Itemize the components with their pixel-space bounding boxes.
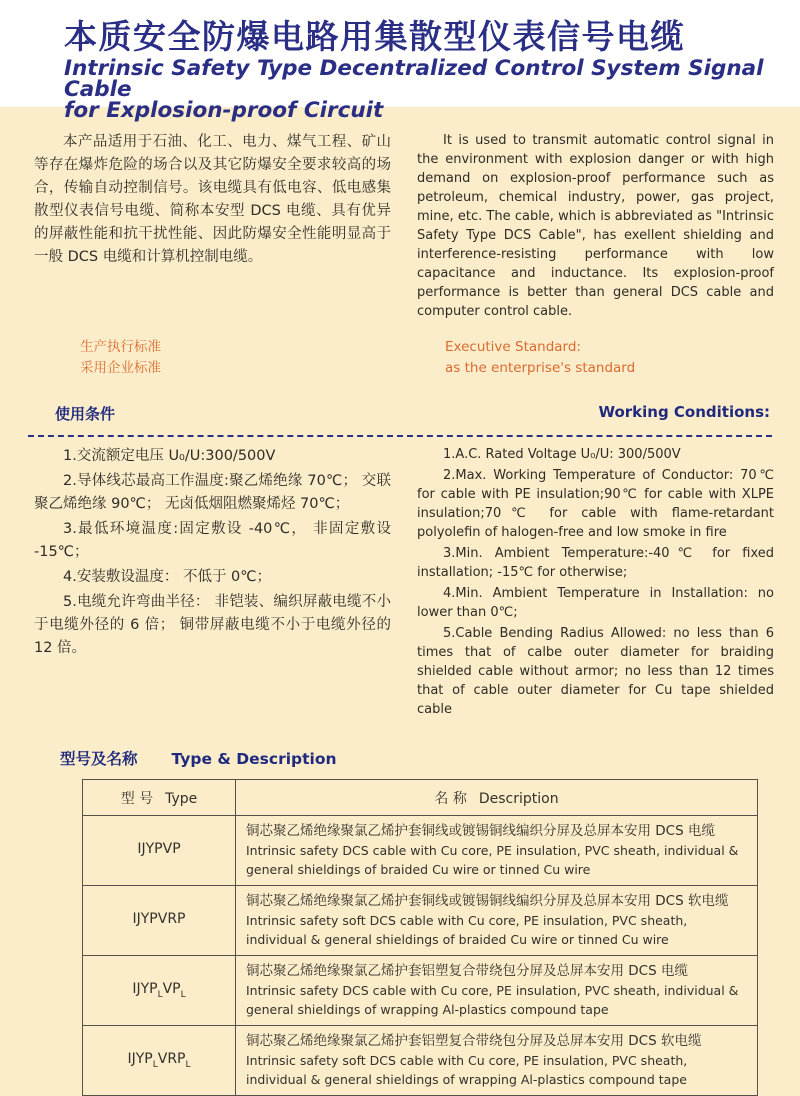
section-divider-dashed-rule: [28, 435, 772, 437]
type-column-header: 型 号 Type: [83, 780, 236, 816]
type-description: [236, 886, 758, 956]
type-description: [236, 956, 758, 1026]
type-description: [236, 1026, 758, 1096]
condition-item-zh: 1.交流额定电压 U₀/U:300/500V: [63, 448, 276, 464]
description-en: Intrinsic safety soft DCS cable with Cu core, PE insulation, PVC sheath, individual & general shieldings of braided Cu wire or tinned Cu wire: [246, 913, 688, 947]
description-zh: 铜芯聚乙烯绝缘聚氯乙烯护套铜线或镀锡铜线编织分屏及总屏本安用 DCS 电缆: [246, 823, 715, 839]
condition-item-en: 3.Min. Ambient Temperature:-40℃ for fixed installation; -15℃ for otherwise;: [417, 546, 774, 580]
description-zh: 铜芯聚乙烯绝缘聚氯乙烯护套铜线或镀锡铜线编织分屏及总屏本安用 DCS 软电缆: [246, 893, 729, 909]
conditions-heading-row: [0, 403, 800, 424]
table-row: [83, 816, 758, 886]
intro-paragraph-en: It is used to transmit automatic control signal in the environment with explosion danger or with high demand on explosion-proof performance such as petroleum, chemical industry, power, gas project, mine, etc. The cable, which is abbreviated as "Intrinsic Safety Type DCS Cable", has exellent shielding and interference-resisting performance with low capacitance and inductance. Its explosion-proof performance is better than general DCS cable and computer control cable.: [417, 133, 774, 319]
intro-section: [0, 131, 800, 321]
type-description: [236, 816, 758, 886]
condition-item-en: 1.A.C. Rated Voltage U₀/U: 300/500V: [443, 447, 681, 462]
table-header-row: [83, 780, 758, 816]
standards-zh: [34, 337, 391, 379]
intro-column-zh: [34, 131, 391, 321]
type-section-heading-en: Type & Description: [171, 750, 337, 768]
type-code: $IJYP_LVRP_L$: [83, 1026, 236, 1096]
standards-en: [417, 337, 774, 379]
type-description-table: [82, 779, 758, 1096]
standards-section: [0, 337, 800, 379]
condition-item-zh: 2.导体线芯最高工作温度:聚乙烯绝缘 70℃； 交联聚乙烯绝缘 90℃； 无卤低烟阻燃聚烯烃 70℃；: [34, 473, 391, 512]
page-title-zh: 本质安全防爆电路用集散型仪表信号电缆: [64, 17, 685, 56]
description-en: Intrinsic safety DCS cable with Cu core, PE insulation, PVC sheath, individual & general shieldings of braided Cu wire or tinned Cu wire: [246, 843, 739, 877]
standard-line-zh-1: 生产执行标准: [80, 339, 161, 355]
condition-item-en: 5.Cable Bending Radius Allowed: no less than 6 times that of calbe outer diameter for braiding shielded cable without armor; no less than 12 times that of cable outer diameter for Cu tape shielded cable: [417, 626, 774, 717]
intro-paragraph-zh: 本产品适用于石油、化工、电力、煤气工程、矿山等存在爆炸危险的场合以及其它防爆安全要求较高的场合，传输自动控制信号。该电缆具有低电容、低电感集散型仪表信号电缆、简称本安型 DCS 电缆、具有优异的屏蔽性能和抗干扰性能、因此防爆安全性能明显高于一般 DCS 电缆和计算机控制电缆。: [34, 134, 391, 265]
conditions-list-zh: [34, 445, 391, 721]
condition-item-en: 2.Max. Working Temperature of Conductor: 70℃ for cable with PE insulation;90℃ for cable with XLPE insulation;70℃ for cable with flame-retardant polyolefin of halogen-free and low smoke in fire: [417, 468, 774, 540]
page-title-en-line2: for Explosion-proof Circuit: [64, 97, 384, 123]
condition-item-en: 4.Min. Ambient Temperature in Installation: no lower than 0℃;: [417, 586, 774, 620]
page-title-en-line1: Intrinsic Safety Type Decentralized Control System Signal Cable: [64, 55, 764, 102]
conditions-heading-zh: 使用条件: [55, 405, 116, 423]
page-title-en: [64, 55, 780, 123]
conditions-lists: [0, 445, 800, 721]
conditions-list-en: [417, 445, 774, 721]
table-row: [83, 886, 758, 956]
description-en: Intrinsic safety DCS cable with Cu core, PE insulation, PVC sheath, individual & general shieldings of wrapping Al-plastics compound tape: [246, 983, 739, 1017]
description-column-header: 名 称 Description: [236, 780, 758, 816]
description-zh: 铜芯聚乙烯绝缘聚氯乙烯护套铝塑复合带绕包分屏及总屏本安用 DCS 电缆: [246, 963, 688, 979]
page-header: [0, 0, 800, 123]
table-row: [83, 956, 758, 1026]
type-code: $IJYP_LVP_L$: [83, 956, 236, 1026]
standard-line-en-2: as the enterprise's standard: [445, 360, 636, 376]
type-code: IJYPVRP: [83, 886, 236, 956]
standard-line-en-1: Executive Standard:: [445, 339, 581, 355]
type-section-heading-zh: 型号及名称: [60, 750, 138, 768]
condition-item-zh: 3.最低环境温度:固定敷设 -40℃， 非固定敷设 -15℃；: [34, 521, 391, 560]
type-code: IJYPVP: [83, 816, 236, 886]
conditions-heading-en: Working Conditions:: [598, 403, 770, 421]
type-section-heading: [60, 747, 800, 769]
condition-item-zh: 5.电缆允许弯曲半径： 非铠装、编织屏蔽电缆不小于电缆外径的 6 倍； 铜带屏蔽电缆不小于电缆外径的 12 倍。: [34, 594, 391, 656]
intro-column-en: [417, 131, 774, 321]
description-zh: 铜芯聚乙烯绝缘聚氯乙烯护套铝塑复合带绕包分屏及总屏本安用 DCS 软电缆: [246, 1033, 702, 1049]
table-row: [83, 1026, 758, 1096]
description-en: Intrinsic safety soft DCS cable with Cu core, PE insulation, PVC sheath, individual & general shieldings of wrapping Al-plastics compound tape: [246, 1053, 688, 1087]
standard-line-zh-2: 采用企业标准: [80, 360, 161, 376]
condition-item-zh: 4.安装敷设温度： 不低于 0℃；: [63, 569, 272, 585]
